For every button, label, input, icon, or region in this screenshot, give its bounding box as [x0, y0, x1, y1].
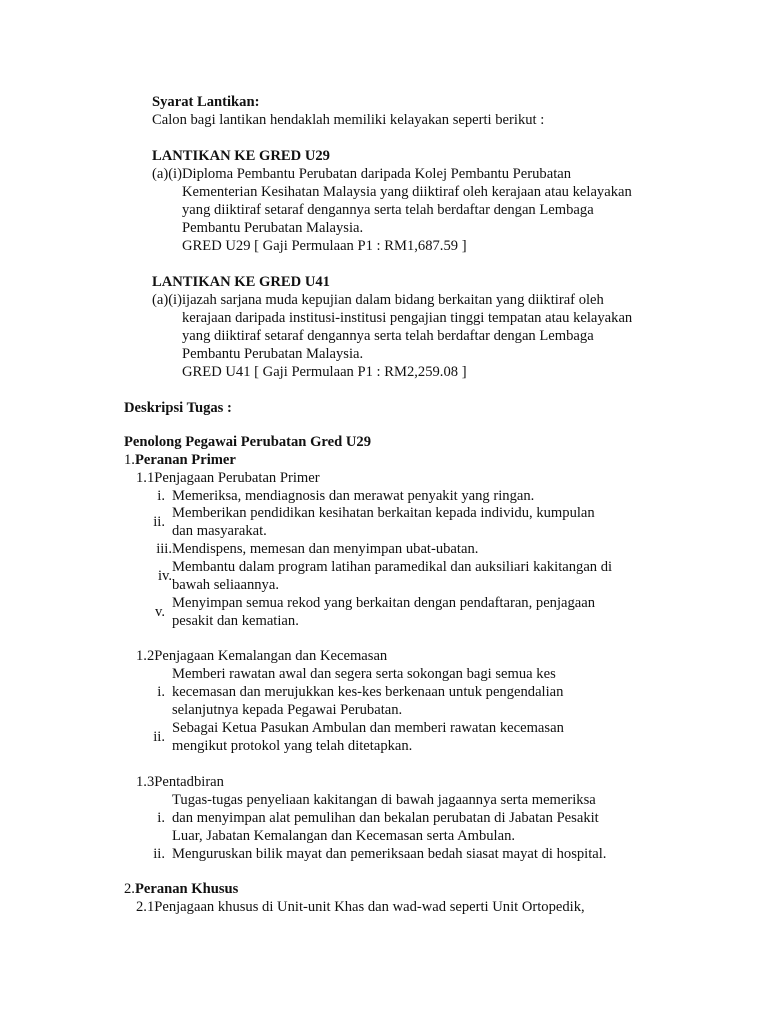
subsection-title: 2.1Penjagaan khusus di Unit-unit Khas dan wad-wad seperti Unit Ortopedik, — [136, 899, 585, 915]
item-label: i. — [157, 684, 165, 700]
section-number: 1. — [124, 452, 135, 468]
item-text: dan masyarakat. — [172, 523, 267, 539]
role-title: Penolong Pegawai Perubatan Gred U29 — [124, 434, 372, 450]
item-text: Luar, Jabatan Kemalangan dan Kecemasan serta Ambulan. — [172, 828, 516, 844]
subsection-title: 1.1Penjagaan Perubatan Primer — [136, 470, 320, 486]
item-label: iv. — [157, 568, 172, 584]
u41-line: kerajaan daripada institusi-institusi pengajian tinggi tempatan atau kelayakan — [182, 310, 633, 326]
item-label: i. — [157, 488, 165, 504]
section-title: Peranan Primer — [134, 452, 236, 468]
item-text: selanjutnya kepada Pegawai Perubatan. — [172, 702, 403, 718]
u29-line: yang diiktiraf setaraf dengannya serta telah berdaftar dengan Lembaga — [182, 202, 594, 218]
section-primer — [124, 451, 236, 469]
u29-line: Pembantu Perubatan Malaysia. — [182, 220, 364, 236]
item-label: ii. — [153, 514, 165, 530]
item-text: Memeriksa, mendiagnosis dan merawat penyakit yang ringan. — [172, 488, 535, 504]
item-label: v. — [155, 604, 165, 620]
deskripsi-heading: Deskripsi Tugas : — [124, 400, 232, 416]
subsection-title: 1.2Penjagaan Kemalangan dan Kecemasan — [136, 648, 388, 664]
section-title: Peranan Khusus — [134, 881, 239, 897]
item-text: Sebagai Ketua Pasukan Ambulan dan memberi rawatan kecemasan — [172, 720, 564, 736]
section-khusus — [124, 880, 238, 898]
item-text: dan menyimpan alat pemulihan dan bekalan perubatan di Jabatan Pesakit — [172, 810, 599, 826]
item-text: kecemasan dan merujukkan kes-kes berkenaan untuk pengendalian — [172, 684, 564, 700]
item-label: ii. — [153, 846, 165, 862]
u29-salary: GRED U29 [ Gaji Permulaan P1 : RM1,687.59 ] — [182, 238, 467, 254]
u29-heading: LANTIKAN KE GRED U29 — [152, 148, 330, 164]
u41-salary: GRED U41 [ Gaji Permulaan P1 : RM2,259.08 ] — [182, 364, 467, 380]
item-text: Tugas-tugas penyeliaan kakitangan di bawah jagaannya serta memeriksa — [172, 792, 596, 808]
u41-heading: LANTIKAN KE GRED U41 — [152, 274, 330, 290]
item-text: pesakit dan kematian. — [172, 613, 299, 629]
item-text: Menyimpan semua rekod yang berkaitan dengan pendaftaran, penjagaan — [172, 595, 596, 611]
item-text: Memberi rawatan awal dan segera serta sokongan bagi semua kes — [172, 666, 556, 682]
u41-line: yang diiktiraf setaraf dengannya serta telah berdaftar dengan Lembaga — [182, 328, 594, 344]
u41-line: (a)(i)ijazah sarjana muda kepujian dalam bidang berkaitan yang diiktiraf oleh — [152, 292, 604, 308]
item-text: bawah seliaannya. — [172, 577, 279, 593]
item-text: Menguruskan bilik mayat dan pemeriksaan bedah siasat mayat di hospital. — [172, 846, 607, 862]
item-label: iii. — [156, 541, 172, 557]
syarat-intro: Calon bagi lantikan hendaklah memiliki kelayakan seperti berikut : — [152, 112, 545, 128]
subsection-title: 1.3Pentadbiran — [136, 774, 224, 790]
syarat-heading: Syarat Lantikan: — [152, 94, 260, 110]
u41-line: Pembantu Perubatan Malaysia. — [182, 346, 364, 362]
item-label: i. — [157, 810, 165, 826]
section-number: 2. — [124, 881, 135, 897]
item-label: ii. — [153, 729, 165, 745]
item-text: mengikut protokol yang telah ditetapkan. — [172, 738, 413, 754]
item-text: Membantu dalam program latihan paramedikal dan auksiliari kakitangan di — [172, 559, 613, 575]
u29-line: Kementerian Kesihatan Malaysia yang diiktiraf oleh kerajaan atau kelayakan — [182, 184, 632, 200]
item-text: Memberikan pendidikan kesihatan berkaitan kepada individu, kumpulan — [172, 505, 595, 521]
item-text: Mendispens, memesan dan menyimpan ubat-ubatan. — [172, 541, 479, 557]
u29-line: (a)(i)Diploma Pembantu Perubatan daripada Kolej Pembantu Perubatan — [152, 166, 572, 182]
